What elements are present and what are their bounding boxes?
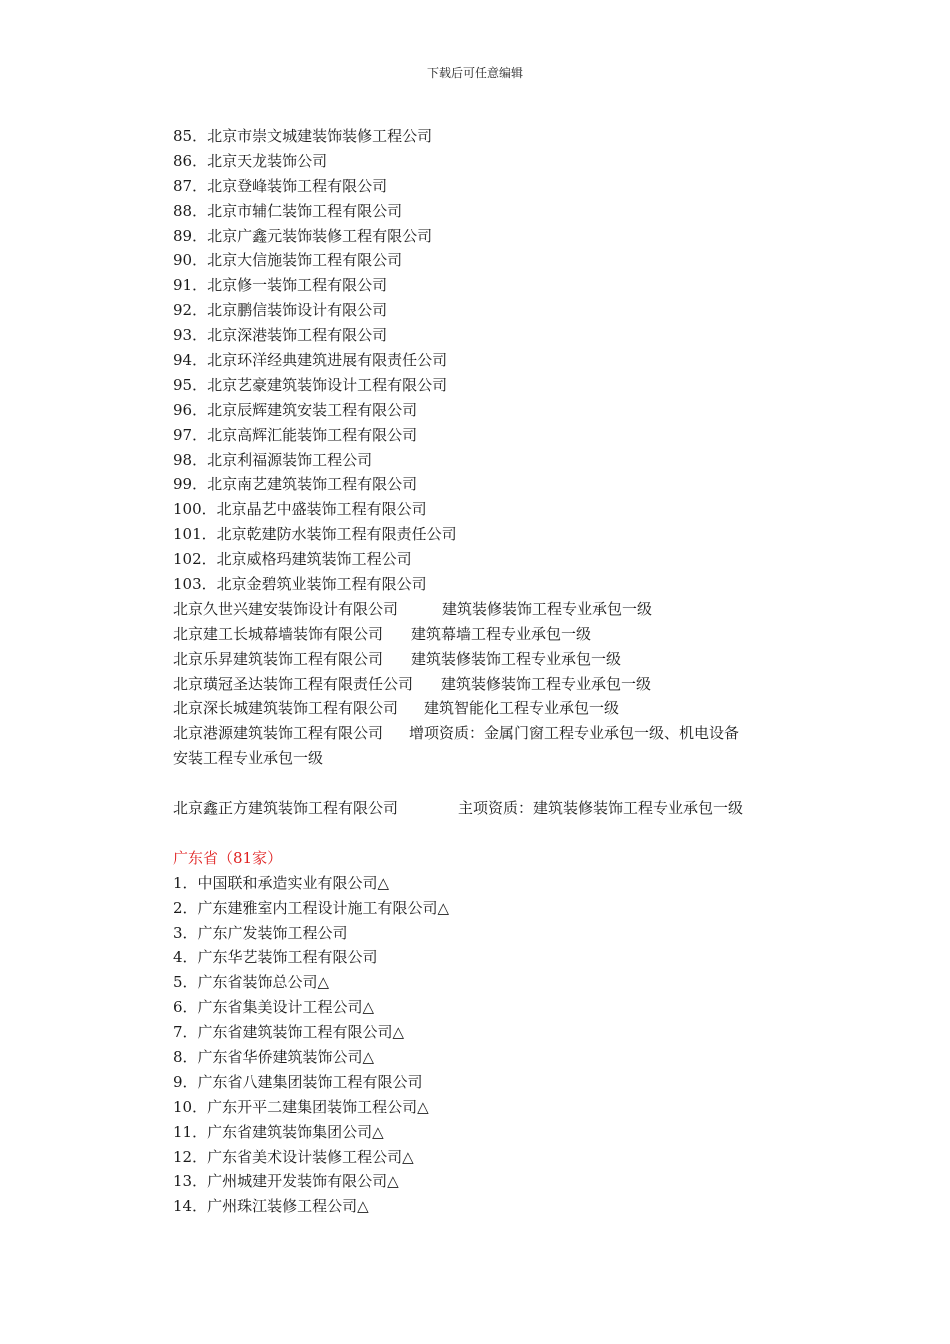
qualification: 建筑智能化工程专业承包一级	[424, 699, 620, 718]
qualification: 建筑装修装饰工程专业承包一级	[411, 649, 622, 668]
blank-line	[173, 771, 813, 796]
qualification: 建筑装修装饰工程专业承包一级	[441, 674, 652, 693]
list-item: 5．广东省装饰总公司△	[173, 973, 330, 992]
list-item: 97．北京高辉汇能装饰工程有限公司	[173, 425, 418, 444]
list-item: 93．北京深港装饰工程有限公司	[173, 326, 388, 345]
list-item: 7．广东省建筑装饰工程有限公司△	[173, 1023, 405, 1042]
qualified-row	[173, 622, 813, 647]
qualified-company-list	[173, 597, 813, 771]
list-item: 95．北京艺豪建筑装饰设计工程有限公司	[173, 375, 448, 394]
list-item: 13．广州城建开发装饰有限公司△	[173, 1172, 399, 1191]
beijing-company-list	[173, 124, 813, 597]
list-item: 100．北京晶艺中盛装饰工程有限公司	[173, 500, 427, 519]
document-body	[173, 124, 813, 1219]
qualified-row	[173, 696, 813, 721]
list-item: 88．北京市辅仁装饰工程有限公司	[173, 201, 403, 220]
guangdong-company-list	[173, 871, 813, 1219]
qualified-row	[173, 721, 813, 746]
company-name: 北京港源建筑装饰工程有限公司	[173, 724, 384, 743]
section-title-guangdong: 广东省（81家）	[173, 848, 283, 867]
qualification-continuation: 安装工程专业承包一级	[173, 749, 324, 768]
blank-line	[173, 821, 813, 846]
qualification: 建筑幕墙工程专业承包一级	[411, 624, 592, 643]
qualification: 建筑装修装饰工程专业承包一级	[442, 599, 653, 618]
company-name: 北京深长城建筑装饰工程有限公司	[173, 699, 399, 718]
list-item: 9．广东省八建集团装饰工程有限公司	[173, 1072, 423, 1091]
list-item: 3．广东广发装饰工程公司	[173, 923, 348, 942]
page-header: 下载后可任意编辑	[426, 66, 523, 80]
list-item: 1．中国联和承造实业有限公司△	[173, 873, 390, 892]
list-item: 92．北京鹏信装饰设计有限公司	[173, 301, 388, 320]
list-item: 12．广东省美术设计装修工程公司△	[173, 1147, 414, 1166]
list-item: 101．北京乾建防水装饰工程有限责任公司	[173, 525, 457, 544]
list-item: 2．广东建雅室内工程设计施工有限公司△	[173, 898, 450, 917]
list-item: 14．广州珠江装修工程公司△	[173, 1197, 369, 1216]
qualification: 主项资质：建筑装修装饰工程专业承包一级	[458, 799, 744, 818]
list-item: 87．北京登峰装饰工程有限公司	[173, 176, 388, 195]
list-item: 96．北京辰辉建筑安装工程有限公司	[173, 400, 418, 419]
qualified-row	[173, 597, 813, 622]
list-item: 102．北京威格玛建筑装饰工程公司	[173, 550, 412, 569]
list-item: 94．北京环洋经典建筑进展有限责任公司	[173, 351, 448, 370]
list-item: 103．北京金碧筑业装饰工程有限公司	[173, 575, 427, 594]
company-name: 北京乐昇建筑装饰工程有限公司	[173, 649, 384, 668]
qualification: 增项资质：金属门窗工程专业承包一级、机电设备	[409, 724, 740, 743]
list-item: 98．北京利福源装饰工程公司	[173, 450, 373, 469]
qualified-row	[173, 647, 813, 672]
company-name: 北京鑫正方建筑装饰工程有限公司	[173, 799, 399, 818]
list-item: 99．北京南艺建筑装饰工程有限公司	[173, 475, 418, 494]
list-item: 10．广东开平二建集团装饰工程公司△	[173, 1097, 429, 1116]
qualified-row	[173, 672, 813, 697]
list-item: 90．北京大信施装饰工程有限公司	[173, 251, 403, 270]
list-item: 86．北京天龙装饰公司	[173, 151, 328, 170]
list-item: 6．广东省集美设计工程公司△	[173, 998, 375, 1017]
company-name: 北京璜冠圣达装饰工程有限责任公司	[173, 674, 414, 693]
list-item: 11．广东省建筑装饰集团公司△	[173, 1122, 384, 1141]
list-item: 89．北京广鑫元装饰装修工程有限公司	[173, 226, 433, 245]
qualified-row	[173, 796, 813, 821]
list-item: 91．北京修一装饰工程有限公司	[173, 276, 388, 295]
list-item: 4．广东华艺装饰工程有限公司	[173, 948, 378, 967]
company-name: 北京久世兴建安装饰设计有限公司	[173, 599, 399, 618]
list-item: 85．北京市崇文城建装饰装修工程公司	[173, 127, 433, 145]
company-name: 北京建工长城幕墙装饰有限公司	[173, 624, 384, 643]
list-item: 8．广东省华侨建筑装饰公司△	[173, 1047, 375, 1066]
